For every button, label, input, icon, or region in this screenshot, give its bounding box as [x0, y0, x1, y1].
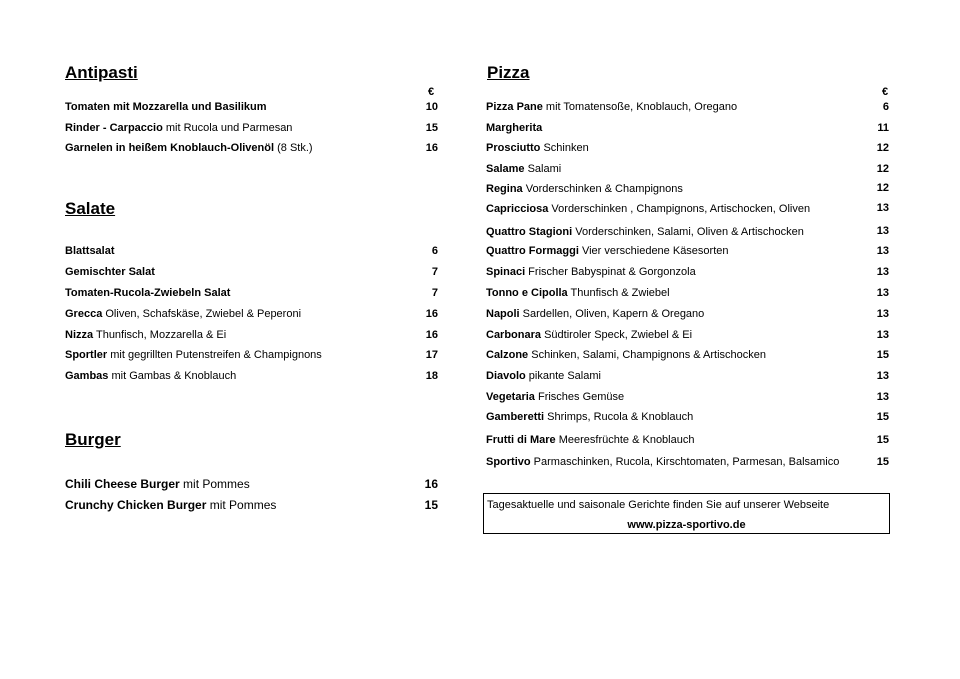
item-price: 15	[876, 456, 889, 468]
menu-item	[486, 203, 810, 216]
menu-item	[65, 245, 115, 258]
item-price: 16	[425, 142, 438, 154]
menu-item	[486, 308, 704, 321]
item-price: 15	[425, 122, 438, 134]
item-name: Blattsalat	[65, 245, 115, 257]
item-desc: Meeresfrüchte & Knoblauch	[555, 434, 695, 446]
menu-item	[486, 183, 683, 196]
item-desc: mit Tomatensoße, Knoblauch, Oregano	[542, 101, 738, 113]
item-name: Grecca	[65, 308, 103, 320]
menu-item	[486, 456, 839, 469]
item-name: Pizza Pane	[486, 101, 543, 113]
menu-item	[486, 226, 804, 239]
item-desc: Parmaschinken, Rucola, Kirschtomaten, Parmesan, Balsamico	[530, 456, 840, 468]
menu-item	[65, 142, 313, 155]
menu-item	[65, 349, 322, 362]
menu-item	[486, 266, 696, 279]
info-text: Tagesaktuelle und saisonale Gerichte finden Sie auf unserer Webseite	[487, 499, 830, 511]
item-name: Margherita	[486, 122, 543, 134]
item-name: Tonno e Cipolla	[486, 287, 568, 299]
pizza-currency: €	[882, 86, 889, 98]
menu-item	[486, 434, 694, 447]
menu-item	[65, 266, 155, 279]
item-price: 13	[876, 245, 889, 257]
antipasti-title: Antipasti	[65, 63, 138, 82]
item-desc: Schinken	[540, 142, 589, 154]
item-price: 13	[876, 329, 889, 341]
item-price: 12	[876, 182, 889, 194]
item-name: Nizza	[65, 329, 94, 341]
menu-item	[65, 329, 226, 342]
item-desc: Vorderschinken, Salami, Oliven & Artischocken	[572, 226, 804, 238]
item-desc: mit Gambas & Knoblauch	[108, 370, 237, 382]
pizza-title: Pizza	[487, 63, 530, 82]
item-name: Tomaten-Rucola-Zwiebeln Salat	[65, 287, 231, 299]
menu-item	[486, 142, 589, 155]
item-name: Frutti di Mare	[486, 434, 556, 446]
menu-item	[486, 349, 766, 362]
menu-item	[486, 370, 601, 383]
item-price: 12	[876, 163, 889, 175]
item-price: 15	[876, 411, 889, 423]
item-desc: Thunfisch, Mozzarella & Ei	[93, 329, 227, 341]
menu-item	[486, 287, 670, 300]
item-name: Carbonara	[486, 329, 542, 341]
item-name: Quattro Formaggi	[486, 245, 579, 257]
item-desc: (8 Stk.)	[274, 142, 313, 154]
item-price: 13	[876, 370, 889, 382]
item-desc: pikante Salami	[525, 370, 601, 382]
item-price: 7	[431, 266, 438, 278]
menu-item	[65, 287, 230, 300]
item-desc: Frischer Babyspinat & Gorgonzola	[525, 266, 696, 278]
item-desc: Vorderschinken , Champignons, Artischocken, Oliven	[548, 203, 811, 215]
item-price: 18	[425, 370, 438, 382]
item-name: Vegetaria	[486, 391, 535, 403]
menu-item	[65, 101, 267, 114]
item-desc: mit Pommes	[206, 498, 277, 512]
item-price: 17	[425, 349, 438, 361]
item-price: 13	[876, 202, 889, 214]
item-price: 15	[876, 434, 889, 446]
item-desc: mit gegrillten Putenstreifen & Champignons	[107, 349, 322, 361]
menu-item	[486, 101, 737, 114]
burger-title: Burger	[65, 430, 121, 449]
item-desc: Sardellen, Oliven, Kapern & Oregano	[519, 308, 705, 320]
menu-item	[486, 245, 729, 258]
item-name: Gemischter Salat	[65, 266, 155, 278]
menu-item	[65, 478, 250, 491]
item-desc: Vier verschiedene Käsesorten	[578, 245, 729, 257]
item-name: Napoli	[486, 308, 520, 320]
item-name: Chili Cheese Burger	[65, 477, 180, 491]
item-price: 13	[876, 287, 889, 299]
item-desc: Thunfisch & Zwiebel	[567, 287, 670, 299]
item-price: 6	[431, 245, 438, 257]
item-price: 16	[425, 308, 438, 320]
item-name: Gamberetti	[486, 411, 545, 423]
item-name: Rinder - Carpaccio	[65, 122, 163, 134]
info-box	[483, 493, 890, 534]
item-desc: Oliven, Schafskäse, Zwiebel & Peperoni	[102, 308, 302, 320]
item-name: Sportler	[65, 349, 108, 361]
item-desc: Schinken, Salami, Champignons & Artischocken	[528, 349, 767, 361]
item-name: Diavolo	[486, 370, 526, 382]
antipasti-currency: €	[428, 86, 435, 98]
menu-item	[486, 329, 692, 342]
menu-item	[65, 122, 292, 135]
item-price: 15	[424, 498, 438, 512]
item-name: Spinaci	[486, 266, 526, 278]
item-desc: Shrimps, Rucola & Knoblauch	[544, 411, 694, 423]
item-name: Prosciutto	[486, 142, 541, 154]
item-desc: mit Rucola und Parmesan	[162, 122, 293, 134]
item-price: 15	[876, 349, 889, 361]
salate-title: Salate	[65, 199, 116, 218]
item-price: 16	[424, 477, 438, 491]
menu-item	[486, 411, 693, 424]
item-desc: Salami	[524, 163, 562, 175]
item-price: 16	[425, 329, 438, 341]
menu-item	[486, 391, 624, 404]
item-price: 12	[876, 142, 889, 154]
item-price: 10	[425, 101, 438, 113]
item-desc: Südtiroler Speck, Zwiebel & Ei	[541, 329, 693, 341]
item-price: 13	[876, 225, 889, 237]
item-name: Tomaten mit Mozzarella und Basilikum	[65, 101, 267, 113]
item-price: 13	[876, 391, 889, 403]
item-price: 13	[876, 266, 889, 278]
item-desc: mit Pommes	[179, 477, 250, 491]
item-name: Calzone	[486, 349, 529, 361]
item-name: Garnelen in heißem Knoblauch-Olivenöl	[65, 142, 275, 154]
item-name: Quattro Stagioni	[486, 226, 573, 238]
item-name: Capricciosa	[486, 203, 549, 215]
item-name: Regina	[486, 183, 523, 195]
item-price: 6	[882, 101, 889, 113]
item-name: Sportivo	[486, 456, 531, 468]
menu-item	[65, 370, 236, 383]
item-desc: Vorderschinken & Champignons	[522, 183, 683, 195]
item-price: 13	[876, 308, 889, 320]
item-desc: Frisches Gemüse	[534, 391, 625, 403]
item-name: Salame	[486, 163, 525, 175]
item-price: 11	[877, 122, 889, 134]
item-name: Crunchy Chicken Burger	[65, 498, 207, 512]
menu-item	[486, 122, 542, 135]
menu-item	[486, 163, 561, 176]
item-price: 7	[431, 287, 438, 299]
item-name: Gambas	[65, 370, 109, 382]
menu-item	[65, 308, 301, 321]
website-link[interactable]: www.pizza-sportivo.de	[627, 519, 746, 531]
menu-item	[65, 499, 276, 512]
